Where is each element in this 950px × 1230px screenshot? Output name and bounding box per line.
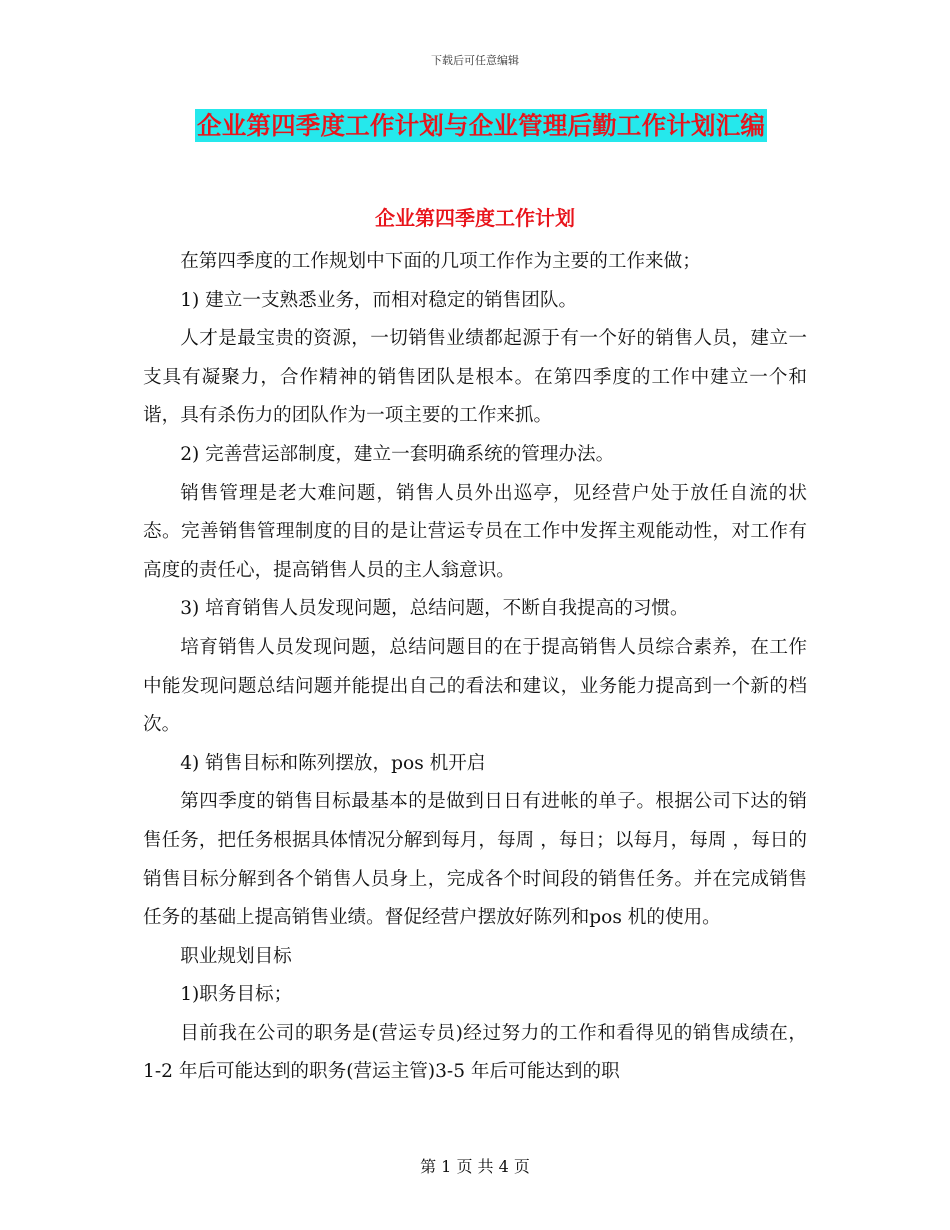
paragraph-career-goal-body: 目前我在公司的职务是(营运专员)经过努力的工作和看得见的销售成绩在，1-2 年后可能达到的职务(营运主管)3-5 年后可能达到的职 (143, 1022, 807, 1083)
paragraph-item-4-heading: 4) 销售目标和陈列摆放，pos 机开启 (180, 752, 486, 774)
page-header: 下载后可任意编辑 (431, 54, 519, 67)
paragraph-career-heading: 职业规划目标 (180, 945, 292, 967)
paragraph-item-3-heading: 3) 培育销售人员发现问题，总结问题，不断自我提高的习惯。 (180, 598, 689, 620)
paragraph-item-3-body: 培育销售人员发现问题，总结问题目的在于提高销售人员综合素养，在工作中能发现问题总结问题并能提出自己的看法和建议，业务能力提高到一个新的档次。 (143, 636, 807, 736)
paragraph-career-goal-1: 1)职务目标； (180, 984, 293, 1006)
paragraph-item-4-body: 第四季度的销售目标最基本的是做到日日有进帐的单子。根据公司下达的销售任务，把任务根据具体情况分解到每月，每周 ，每日；以每月，每周 ，每日的销售目标分解到各个销售人员身上，完成各个时间段的销售任务。并在完成销售任务的基础上提高销售业绩。督促经营户摆放好陈列和pos 机的使用。 (143, 791, 807, 929)
section-title: 企业第四季度工作计划 (375, 206, 575, 230)
document-title-text: 企业第四季度工作计划与企业管理后勤工作计划汇编 (197, 111, 766, 140)
paragraph-item-2-body: 销售管理是老大难问题，销售人员外出巡亭，见经营户处于放任自流的状态。完善销售管理制度的目的是让营运专员在工作中发挥主观能动性，对工作有高度的责任心，提高销售人员的主人翁意识。 (143, 482, 807, 581)
paragraph-intro: 在第四季度的工作规划中下面的几项工作作为主要的工作来做； (180, 251, 701, 272)
body-text (143, 243, 807, 1092)
paragraph-item-1-heading: 1) 建立一支熟悉业务，而相对稳定的销售团队。 (180, 289, 578, 311)
paragraph-item-2-heading: 2) 完善营运部制度，建立一套明确系统的管理办法。 (180, 443, 615, 465)
page-footer: 第 1 页 共 4 页 (420, 1157, 530, 1176)
document-title (193, 108, 769, 144)
paragraph-item-1-body: 人才是最宝贵的资源，一切销售业绩都起源于有一个好的销售人员，建立一支具有凝聚力，合作精神的销售团队是根本。在第四季度的工作中建立一个和谐，具有杀伤力的团队作为一项主要的工作来抓。 (143, 328, 807, 427)
